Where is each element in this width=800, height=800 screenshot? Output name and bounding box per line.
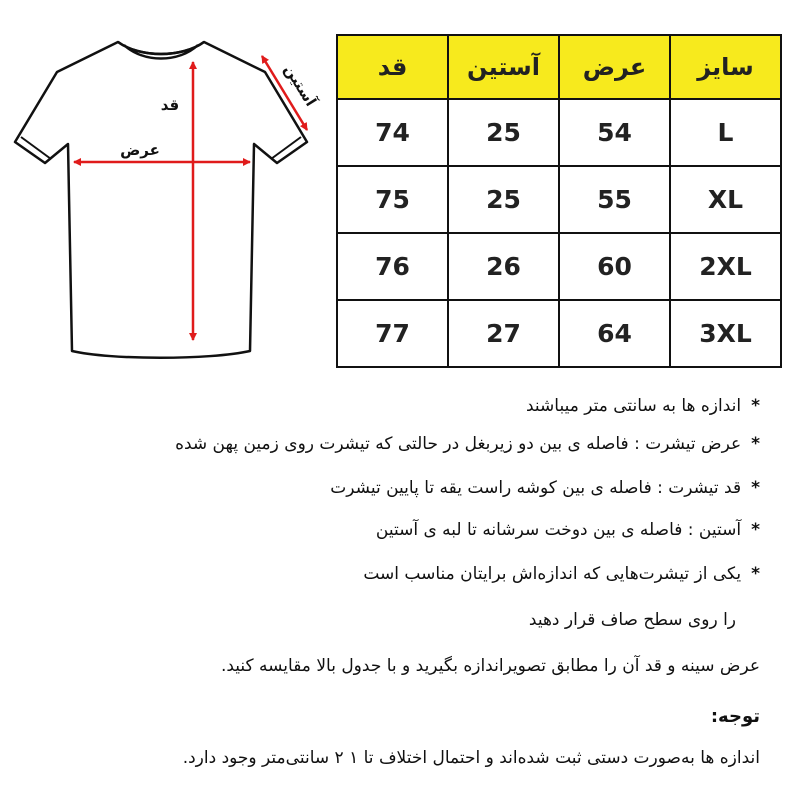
size-table [336,34,782,368]
tshirt-outline [15,42,307,358]
table-row [337,233,781,300]
length-label: قد [160,96,180,114]
note-text: عرض تیشرت : فاصله ی بین دو زیربغل در حالتی که تیشرت روی زمین پهن شده [175,434,742,454]
width-label: عرض [120,141,160,159]
sleeve-label: آستین [280,61,320,110]
table-row [337,300,781,367]
note-line [363,564,760,584]
note-text: قد تیشرت : فاصله ی بین کوشه راست یقه تا پایین تیشرت [330,478,742,498]
cell-length: 74 [337,99,448,166]
cell-size: XL [670,166,781,233]
cell-size: 2XL [670,233,781,300]
table-row [337,99,781,166]
header-sleeve: آستین [448,35,559,99]
header-size: سایز [670,35,781,99]
note-text: آستین : فاصله ی بین دوخت سرشانه تا لبه ی آستین [375,520,742,540]
note-line [330,478,760,498]
cell-sleeve: 27 [448,300,559,367]
bullet-star: * [751,478,760,498]
table-row [337,166,781,233]
cell-width: 60 [559,233,670,300]
note-text: اندازه ها به سانتی متر میباشند [525,396,742,416]
cell-length: 77 [337,300,448,367]
header-length: قد [337,35,448,99]
bullet-star: * [751,564,760,584]
cell-sleeve: 26 [448,233,559,300]
note-continuation: عرض سینه و قد آن را مطابق تصویراندازه بگیرید و با جدول بالا مقایسه کنید. [220,656,760,676]
bullet-star: * [751,520,760,540]
note-line [175,434,760,454]
cell-length: 76 [337,233,448,300]
cell-size: L [670,99,781,166]
bullet-star: * [751,434,760,454]
attention-text: اندازه ها به‌صورت دستی ثبت شده‌اند و احتمال اختلاف تا ۱ ۲ سانتی‌متر وجود دارد. [182,748,760,768]
cell-sleeve: 25 [448,99,559,166]
cell-width: 55 [559,166,670,233]
bullet-star: * [751,396,760,416]
note-line [376,520,760,540]
note-text: یکی از تیشرت‌هایی که اندازه‌اش برایتان مناسب است [363,564,742,584]
tshirt-diagram [0,0,330,370]
attention-title: توجه: [710,706,760,727]
cell-size: 3XL [670,300,781,367]
cell-width: 64 [559,300,670,367]
cell-width: 54 [559,99,670,166]
cell-length: 75 [337,166,448,233]
header-width: عرض [559,35,670,99]
note-continuation: را روی سطح صاف قرار دهید [528,610,736,630]
note-line [526,396,760,416]
table-header-row [337,35,781,99]
cell-sleeve: 25 [448,166,559,233]
